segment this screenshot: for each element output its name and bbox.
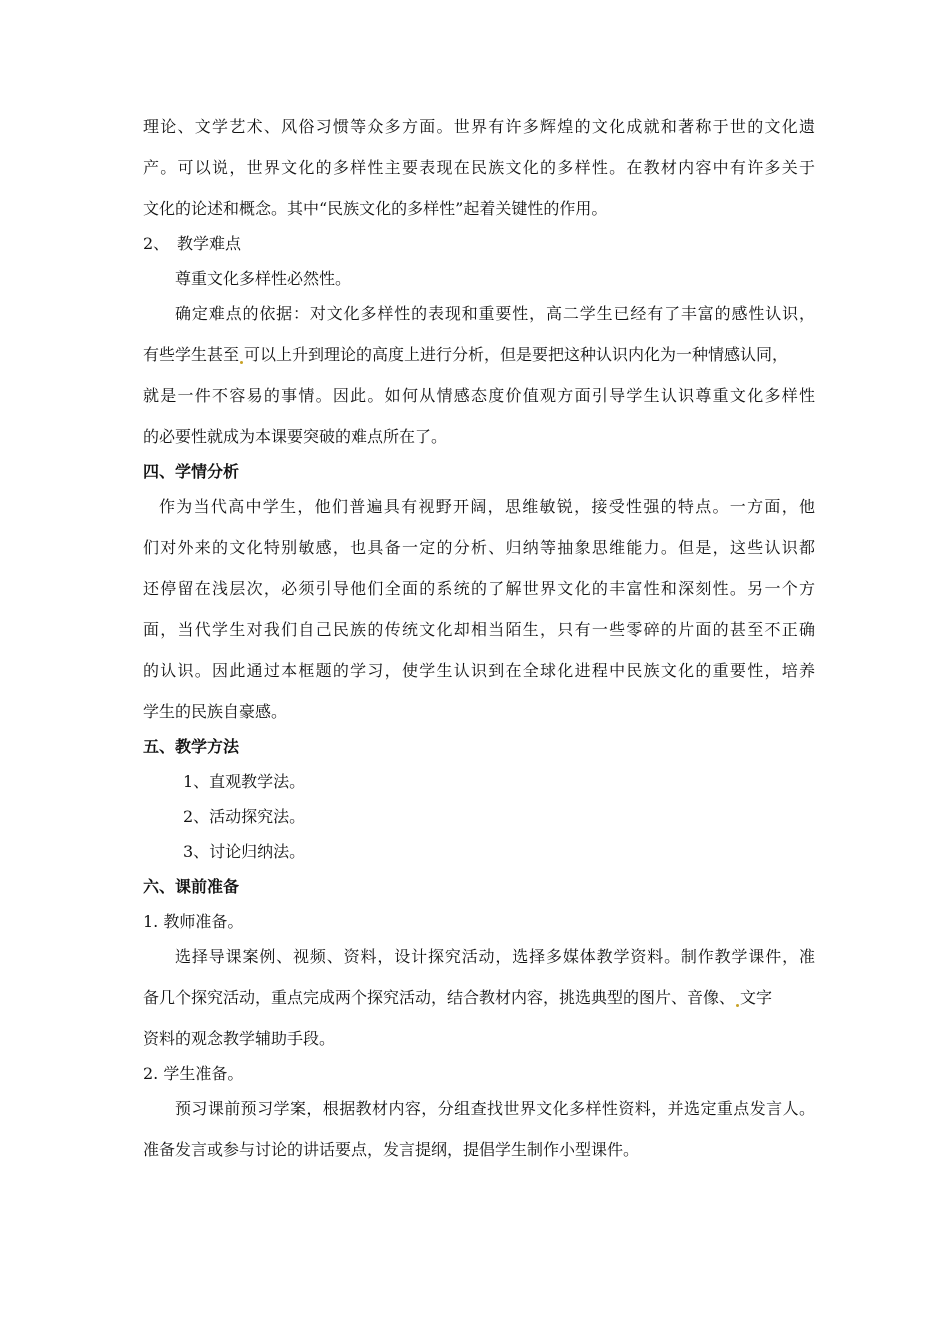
list-item: 3、讨论归纳法。	[183, 842, 306, 861]
paragraph-line: 学生的民族自豪感。	[143, 702, 288, 721]
subsection-heading-teacher: 1. 教师准备。	[143, 912, 244, 931]
paragraph-line: 还停留在浅层次，必须引导他们全面的系统的了解世界文化的丰富性和深刻性。另一个方	[143, 580, 815, 598]
paragraph-line	[143, 346, 815, 364]
section-heading-teaching-methods: 五、教学方法	[143, 737, 240, 756]
paragraph-line: 就是一件不容易的事情。因此。如何从情感态度价值观方面引导学生认识尊重文化多样性	[143, 387, 815, 405]
paragraph-line: 理论、文学艺术、风俗习惯等众多方面。世界有许多辉煌的文化成就和著称于世的文化遗	[143, 118, 815, 136]
mark-dot-icon	[240, 361, 243, 364]
paragraph-line: 们对外来的文化特别敏感，也具备一定的分析、归纳等抽象思维能力。但是，这些认识都	[143, 539, 815, 557]
mark-dot-icon	[736, 1004, 739, 1007]
paragraph-line: 的必要性就成为本课要突破的难点所在了。	[143, 427, 448, 446]
subsection-heading-student: 2. 学生准备。	[143, 1064, 244, 1083]
paragraph-line	[143, 989, 815, 1007]
text-fragment: 有些学生甚至	[143, 345, 240, 364]
paragraph-line: 准备发言或参与讨论的讲话要点，发言提纲，提倡学生制作小型课件。	[143, 1140, 640, 1159]
paragraph-line: 选择导课案例、视频、资料，设计探究活动，选择多媒体教学资料。制作教学课件，准	[175, 948, 815, 966]
paragraph-line: 资料的观念教学辅助手段。	[143, 1029, 336, 1048]
difficulty-statement: 尊重文化多样性必然性。	[175, 269, 352, 288]
paragraph-line: 产。可以说，世界文化的多样性主要表现在民族文化的多样性。在教材内容中有许多关于	[143, 159, 815, 177]
paragraph-line: 确定难点的依据：对文化多样性的表现和重要性，高二学生已经有了丰富的感性认识，	[175, 305, 815, 323]
subsection-title: 教学难点	[177, 234, 242, 253]
paragraph-line: 文化的论述和概念。其中“民族文化的多样性”起着关键性的作用。	[143, 199, 608, 218]
list-item: 1、直观教学法。	[183, 772, 306, 791]
paragraph-line: 作为当代高中学生，他们普遍具有视野开阔，思维敏锐，接受性强的特点。一方面，他	[159, 498, 815, 516]
section-heading-preparation: 六、课前准备	[143, 877, 240, 896]
document-page	[143, 118, 815, 1182]
paragraph-line: 的认识。因此通过本框题的学习，使学生认识到在全球化进程中民族文化的重要性，培养	[143, 662, 815, 680]
subsection-number: 2、	[143, 234, 170, 253]
subsection-heading-difficulty	[143, 235, 815, 253]
text-fragment: 可以上升到理论的高度上进行分析，但是要把这种认识内化为一种情感认同，	[244, 345, 789, 364]
text-fragment: 文字	[740, 988, 773, 1007]
paragraph-line: 预习课前预习学案，根据教材内容，分组查找世界文化多样性资料，并选定重点发言人。	[175, 1100, 815, 1118]
text-fragment: 备几个探究活动，重点完成两个探究活动，结合教材内容，挑选典型的图片、音像、	[143, 988, 736, 1007]
paragraph-line: 面，当代学生对我们自己民族的传统文化却相当陌生，只有一些零碎的片面的甚至不正确	[143, 621, 815, 639]
section-heading-student-analysis: 四、学情分析	[143, 462, 240, 481]
list-item: 2、活动探究法。	[183, 807, 306, 826]
